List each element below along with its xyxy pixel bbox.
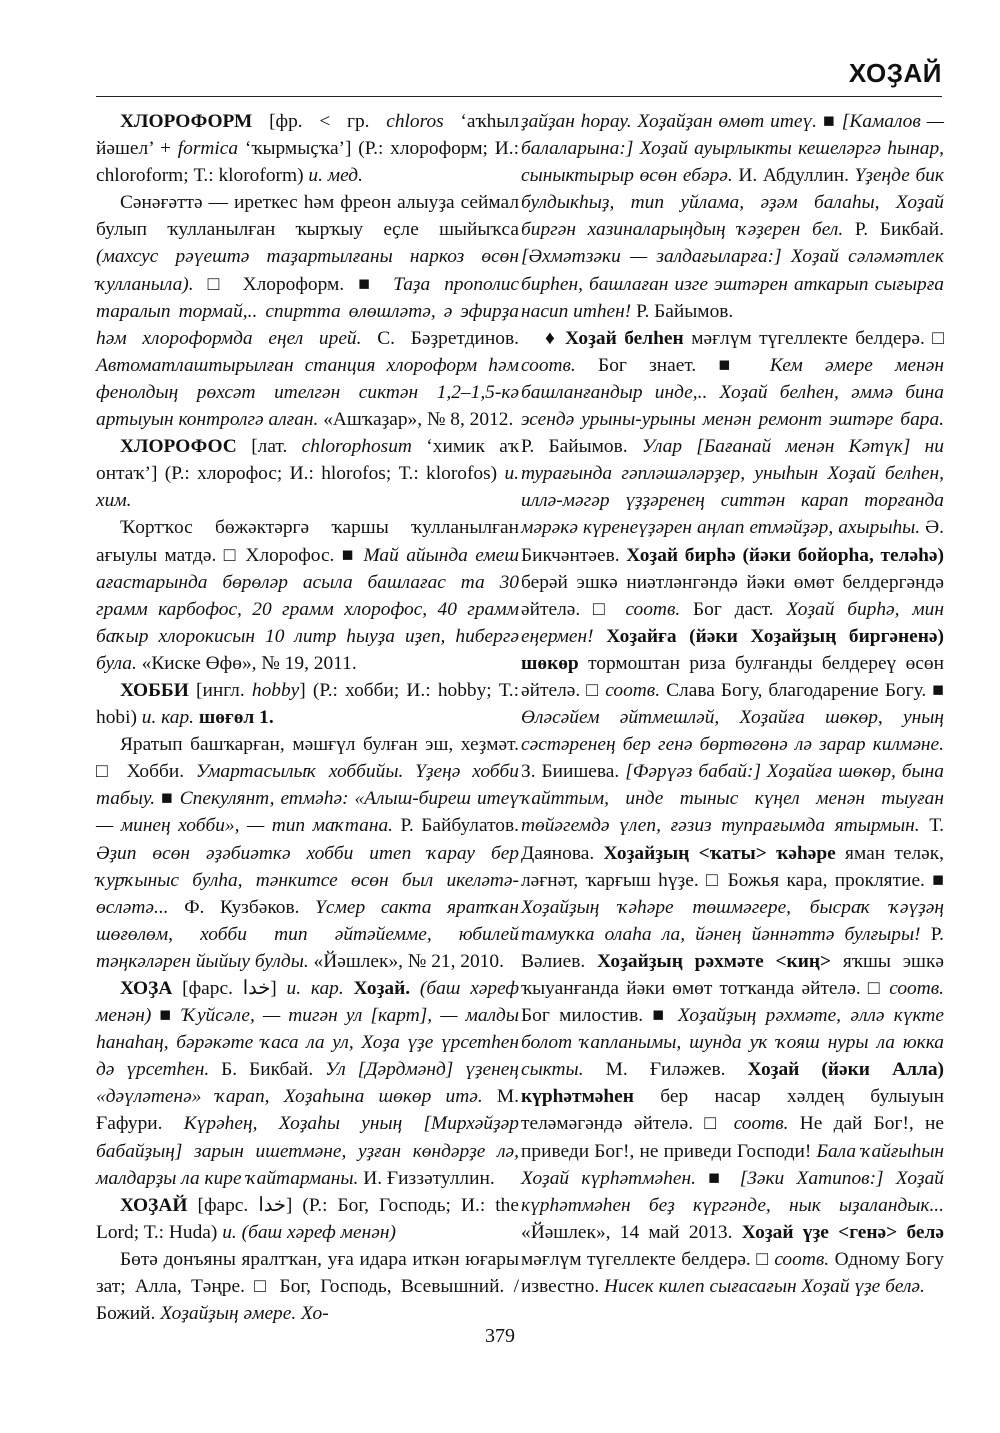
body-text: бер насар хәлдең булыуын теләмәгәндә әйтелә. □: [521, 1086, 944, 1135]
headword-text: Хоҙай бирһә (йәки бойорһа, теләһә): [626, 544, 945, 566]
headword-text: ХОҘА: [120, 978, 183, 999]
body-text: [лат.: [251, 436, 302, 458]
italic-text: Май айында емеш ағастарында бөрөләр асыла башлағас та 30 грамм карбофос, 20 грамм хлорофос, 40 грамм баҡыр хлорокисын 10 литр һыуҙа иҙеп, һибергә була.: [96, 544, 520, 674]
body-text: Яратып башҡарған, мәшғүл булған эш, хеҙмәт. □ Хобби.: [96, 734, 519, 783]
body-text: Р. Байымов.: [631, 300, 734, 322]
italic-text: и. кар.: [141, 707, 194, 729]
italic-text: Әҙип өсөн әҙәбиәткә хобби итеп ҡарау бер ҡурҡыныс булһа, тәнкитсе өсөн был икеләтә-өсләтә...: [96, 842, 519, 918]
headword-text: Хоҙай.: [343, 978, 420, 999]
dictionary-paragraph: [96, 189, 519, 433]
italic-text: Нисек килеп сығасағын Хоҙай үҙе белә.: [604, 1276, 925, 1298]
italic-text: и. хим.: [96, 463, 519, 512]
italic-text: chloros: [386, 111, 444, 132]
body-text: [фарс. خدا]: [182, 978, 287, 999]
body-text: ] (Р.: хобби; И.: hobby; Т.: hobi): [96, 679, 519, 729]
italic-text: Үсмер сакта яратҡан шөғөлөм, хобби тип әйтәйемме, юбилей тәңкәләрен йыйыу булды.: [96, 896, 519, 972]
body-text: С. Бәҙретдинов.: [361, 327, 520, 349]
body-text: Сәнәғәттә — иреткес һәм фреон алыуҙа сеймал булып ҡулланылған ҡырҡыу еҫле шыйыҡса: [96, 192, 519, 241]
italic-text: Улар [Бағанай менән Кәтүк] ни турағында гәпләшәләрҙер, уныһын Хоҙай белһен, иллә-мәгәр үҙҙәренең ситтән карап торғанда мәрәкә күренеүҙәрен аңлап етмәйҙәр, ахырыһы.: [521, 436, 944, 539]
body-text: [фр. < гр.: [269, 111, 387, 132]
headword-text: Хоҙайға (йәки Хоҙайҙың биргәненә) шөкөр: [521, 625, 944, 674]
dictionary-entry-header: [96, 108, 519, 189]
headword-text: ХОҘАЙ: [120, 1194, 198, 1216]
body-text: Р. Вәлиев.: [521, 923, 944, 972]
italic-text: Кем әмере менән башланғандыр инде,.. Хоҙай белһен, әммә бина эсендә урыны-урыны менән ремонт эштәре бара.: [521, 354, 945, 431]
page-number: 379: [485, 1325, 515, 1347]
dictionary-paragraph: [521, 108, 944, 325]
italic-text: соотв.: [733, 1113, 789, 1135]
italic-text: и. мед.: [308, 165, 363, 187]
body-text: Бог даст.: [680, 598, 787, 620]
italic-text: Хоҙайҙың рәхмәте, әллә күкте болот ҡапланымы, шунда уҡ ҡояш нуры ла юкка сыкты.: [521, 1005, 944, 1081]
body-text: И. Ғиззәтуллин.: [358, 1167, 495, 1189]
italic-text: Күрәһең, Хоҙаһы уның [Мирхәйҙәр бабайҙың] зарын ишетмәне, уҙған көндәрҙе лә, малдарҙы ла кире ҡайтарманы.: [96, 1113, 519, 1189]
headword-text: Хоҙайҙың <ҡаты> ҡәһәре: [603, 842, 836, 864]
headword-text: Хоҙай (йәки Алла) күрһәтмәһен: [521, 1059, 944, 1108]
body-text: И. Абдуллин.: [732, 165, 855, 187]
italic-text: соотв.: [625, 598, 681, 620]
italic-text: Ҡуйсәле, — тигән ул [карт], — малды һанаһаң, бәрәкәте ҡаса ла ул, Хоҙа үҙе үрсетһен дә үрсетһен.: [96, 1005, 519, 1081]
body-text: Б. Бикбай.: [209, 1059, 326, 1081]
body-text: М. Ғиләжев.: [583, 1059, 748, 1081]
headword-text: Хоҙайҙың рәхмәте <киң>: [597, 950, 832, 972]
italic-text: соотв.: [889, 978, 944, 999]
italic-text: (баш хәреф менән): [96, 978, 520, 1027]
italic-text: Үҙеңде бик булдыкһыҙ, тип уйлама, әҙәм балаһы, Хоҙай биргән хазиналарыңдың ҡәҙерен бел.: [521, 165, 944, 241]
body-text: Р. Бикбай.: [843, 219, 944, 241]
italic-text: соотв.: [605, 679, 661, 701]
body-text: [ингл.: [196, 679, 252, 701]
italic-text: ҙайҙан һорау. Хоҙайҙан өмөт итеү.: [521, 111, 818, 132]
headword-text: ХОББИ: [120, 679, 196, 701]
body-text: ‘аҡһыл йәшел’ +: [96, 111, 519, 160]
italic-text: Автоматлаштырылған станция хлороформ һәм фенолдың рөхсәт ителгән сиктән 1,2–1,5-кә артыуын контролгә алған.: [96, 354, 519, 431]
left-column: [96, 108, 519, 1327]
dictionary-entry-header: [96, 433, 519, 514]
body-text: Бөтә донъяны яралтҡан, уға идара иткән юғары зат; Алла, Тәңре. □ Бог, Господь, Всевышний. / Божий.: [96, 1248, 519, 1325]
italic-text: chlorophosum: [301, 436, 412, 458]
italic-text: [Зәки Хатипов:] Хоҙай күрһәтмәһен беҙ күргәнде, нык ыҙаландык...: [521, 1167, 944, 1216]
dictionary-entry-header: [96, 975, 519, 1192]
italic-text: [Камалов — балаларына:] Хоҙай ауырлыкты кешеләргә һынар, сыныктырыр өсөн ебәрә.: [521, 111, 944, 187]
dictionary-paragraph: [96, 1246, 519, 1327]
italic-text: Бала ҡайғыһын Хоҙай күрһәтмәһен.: [521, 1140, 944, 1189]
italic-text: соотв.: [774, 1248, 830, 1270]
italic-text: formica: [177, 138, 239, 160]
italic-text: [Фәрүәз бабай:] Хоҙайға шөкөр, бына ҡайттым, инде тыныс күңел менән тыуған төйәгемдә үлеп, ғәзиз тупрағымда ятырмын.: [521, 761, 944, 837]
dictionary-paragraph: [96, 731, 519, 975]
body-text: ‘химик аҡ онтаҡ’] (Р.: хлорофос; И.: hlorofos; Т.: klorofos): [96, 436, 519, 485]
body-text: М. Ғафури.: [96, 1086, 519, 1135]
italic-text: Хоҙай бирһә, мин еңермен!: [521, 598, 944, 647]
body-text: Бог милостив. ■: [521, 1005, 678, 1027]
italic-text: Спекулянт, етмәһә: «Алыш-биреш итеү — минең хобби», — тип маҡтана.: [96, 788, 519, 837]
dictionary-paragraph: [521, 325, 944, 1300]
body-text: Не дай Бог!, не приведи Бог!, не приведи Господи!: [521, 1113, 944, 1162]
body-text: ■: [151, 1005, 183, 1027]
italic-text: Ул [Дәрдмәнд] үҙенең «дәүләтенә» ҡарап, Хоҙаһына шөкөр итә.: [96, 1059, 519, 1108]
italic-text: hobby: [251, 679, 300, 701]
dictionary-entry-header: [96, 1192, 519, 1246]
body-text: Р. Байымов.: [521, 436, 642, 458]
dictionary-paragraph: [96, 514, 519, 677]
italic-text: Умартасылыҡ хоббийы. Үҙеңә хобби табыу.: [96, 761, 519, 810]
headword-text: Хоҙай үҙе <генә> белә: [741, 1221, 945, 1243]
body-text: ■: [155, 788, 180, 810]
body-text: Слава Богу, благодарение Богу. ■: [660, 679, 944, 701]
italic-text: соотв.: [521, 354, 576, 376]
body-text: яҡшы эшкә ҡыуанғанда йәки өмөт тотҡанда әйтелә. □: [521, 950, 944, 999]
headword-text: ХЛОРОФОС: [120, 436, 252, 458]
body-text: «Киске Өфө», № 19, 2011.: [136, 652, 357, 674]
body-text: яман теләк, ләғнәт, ҡарғыш һүҙе. □ Божья кара, проклятие. ■: [521, 842, 944, 891]
running-head-title: ХОҘАЙ: [848, 58, 942, 88]
body-text: Ҡортҡос бөжәктәргә ҡаршы ҡулланылған ағыулы матдә. □ Хлорофос. ■: [96, 517, 519, 566]
body-text: Бог знает. ■: [575, 354, 770, 376]
body-text: Т. Даянова.: [521, 815, 944, 864]
body-text: Ә. Бикчәнтәев.: [521, 517, 944, 566]
body-text: «Йәшлек», 14 май 2013.: [521, 1221, 742, 1243]
italic-text: Хоҙайҙың ҡәһәре төшмәгере, бысраҡ ҡәүҙәң тамуҡка олаһа ла, йәнең йәннәттә булғыры!: [521, 896, 944, 945]
running-head: [96, 52, 942, 97]
body-text: мәғлүм түгеллекте белдерә. □: [683, 327, 944, 349]
italic-text: Өләсәйем әйтмешләй, Хоҙайға шөкөр, уның сәстәренең бер генә бөртөгөнә лә зарар килмәне.: [521, 707, 944, 756]
body-text: берәй эшкә ниәтләнгәндә йәки өмөт белдергәндә әйтелә. □: [521, 571, 944, 620]
dictionary-entry-header: [96, 677, 519, 731]
body-text: мәғлүм түгеллекте белдерә. □: [521, 1248, 775, 1270]
body-text: З. Биишева.: [521, 761, 626, 783]
body-text: тормоштан риза булғанды белдереү өсөн әйтелә. □: [521, 652, 944, 701]
body-text: «Ашҡаҙар», № 8, 2012.: [318, 409, 514, 431]
italic-text: [Әхмәтзәки — залдағыларға:] Хоҙай сәләмәтлек бирһен, башлаған изге эштәрен аткарып сығырға насип итһен!: [521, 246, 944, 322]
italic-text: и. кар.: [286, 978, 344, 999]
body-text: ■: [817, 111, 842, 132]
body-text: [фарс. خدا] (Р.: Бог, Господь; И.: the Lord; Т.: Huda): [96, 1194, 519, 1243]
italic-text: (махсус рәүештә таҙартылғаны наркоз өсөн ҡулланыла).: [96, 246, 519, 295]
body-text: ■: [695, 1167, 740, 1189]
body-text: □ Хлороформ. ■: [193, 273, 394, 295]
headword-text: шөғөл 1.: [194, 707, 274, 729]
body-text: ‘ҡырмыҫҡа’] (Р.: хлороформ; И.: chloroform; Т.: kloroform): [96, 138, 519, 187]
body-text: Р. Байбулатов.: [393, 815, 519, 837]
italic-text: Таҙа прополис таралып тормай,.. спиртта өлөшләтә, ә эфирҙа һәм хлороформда еңел ирей.: [96, 273, 519, 349]
body-text: Ф. Кузбәков.: [168, 896, 316, 918]
body-text: Одному Богу известно.: [521, 1248, 944, 1298]
italic-text: Хоҙайҙың әмере. Хо-: [160, 1303, 329, 1325]
body-text: «Йәшлек», № 21, 2010.: [308, 950, 504, 972]
italic-text: и. (баш хәреф менән): [222, 1221, 396, 1243]
right-column: [521, 108, 944, 1300]
headword-text: ♦ Хоҙай белһен: [545, 327, 684, 349]
headword-text: ХЛОРОФОРМ: [120, 111, 270, 132]
